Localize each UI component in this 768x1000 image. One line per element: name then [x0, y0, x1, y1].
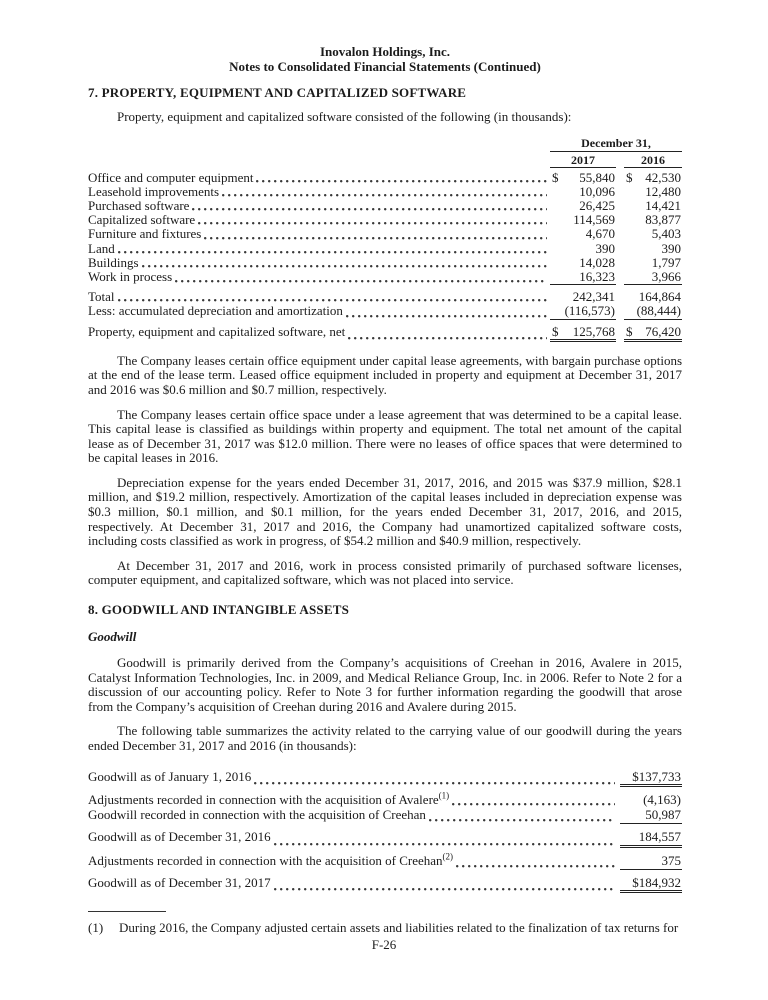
- dollar-sign: $: [626, 169, 633, 185]
- year-header-row: [550, 153, 682, 168]
- value-2016: 14,421: [645, 197, 681, 213]
- dot-leader: [198, 222, 547, 225]
- table-row: [88, 213, 682, 227]
- dollar-sign: $: [552, 169, 559, 185]
- dot-leader: [204, 237, 547, 240]
- document-title: Notes to Consolidated Financial Statements (Continued): [229, 59, 541, 74]
- value-2016: 164,864: [638, 289, 681, 305]
- row-label: Land: [88, 240, 115, 256]
- table-row: [88, 808, 682, 824]
- table-row: [88, 290, 682, 304]
- date-header-block: [550, 137, 682, 168]
- row-label: Purchased software: [88, 197, 190, 213]
- section7-paragraphs: [88, 354, 682, 588]
- ppe-table: [88, 137, 682, 342]
- footnote-reference: (2): [442, 851, 454, 862]
- table-row: [88, 199, 682, 213]
- goodwill-subheading: Goodwill: [88, 629, 137, 645]
- dot-leader: [222, 194, 547, 197]
- value-2016: 5,403: [651, 226, 681, 242]
- table-row: [88, 851, 682, 870]
- value-2016: 12,480: [645, 183, 681, 199]
- paragraph: The Company leases certain office equipment under capital lease agreements, with bargain purchase options at the end of the lease term. Leased office equipment included in property and equipment at December 31, 2017 and 2016 was $0.6 million and $0.7 million, respectively.: [88, 352, 682, 397]
- table-row: [88, 876, 682, 894]
- table-row: [88, 227, 682, 241]
- table-row: [88, 770, 682, 788]
- footnote-divider: [88, 911, 166, 912]
- paragraph: The Company leases certain office space under a lease agreement that was determined to be a capital lease. This capital lease is classified as buildings within property and equipment. The total net amount of the capital lease as of December 31, 2017 was $12.0 million. There were no leases of office spaces that were determined to be capital leases in 2016.: [88, 406, 682, 466]
- table-row: [88, 256, 682, 270]
- row-label: Furniture and fixtures: [88, 226, 202, 242]
- paragraph: Depreciation expense for the years ended December 31, 2017, 2016, and 2015 was $37.9 million, $28.1 million, and $19.2 million, respectively. Amortization of the capital leases included in depreciation expense was $0.3 million, $0.1 million, and $0.1 million, for the years ended December 31, 2017, 2016, and 2015, respectively. At December 31, 2017 and 2016, the Company had unamortized capitalized software costs, including costs classified as work in progress, of $54.2 million and $40.9 million, respectively.: [88, 474, 682, 549]
- table-row: [88, 830, 682, 848]
- dot-leader: [452, 803, 615, 806]
- row-label: Capitalized software: [88, 212, 196, 228]
- row-label: Office and computer equipment: [88, 169, 254, 185]
- value-2017: 26,425: [579, 197, 615, 213]
- dot-leader: [456, 865, 615, 868]
- dollar-sign: $: [552, 323, 559, 339]
- section7-heading: 7. PROPERTY, EQUIPMENT AND CAPITALIZED SOFTWARE: [88, 85, 467, 100]
- row-value: (4,163): [643, 792, 681, 808]
- value-2017: 242,341: [572, 289, 615, 305]
- table-row: [88, 171, 682, 185]
- dot-leader: [254, 782, 615, 785]
- ppe-table-header: [88, 137, 682, 168]
- row-label: Less: accumulated depreciation and amortization: [88, 303, 343, 319]
- dot-leader: [175, 280, 547, 283]
- row-value: 50,987: [620, 808, 682, 824]
- value-2016: 3,966: [624, 270, 682, 285]
- value-2017: 4,670: [585, 226, 615, 242]
- paragraph: Goodwill is primarily derived from the Company’s acquisitions of Creehan in 2016, Avalere in 2015, Catalyst Information Technologies, Inc. in 2009, and Medical Reliance Group, Inc. in 2006. Refer to Note 2 for a discussion of our accounting policy. Refer to Note 3 for further information regarding the goodwill that arose from the Company’s acquisition of Creehan during 2016 and Avalere during 2015.: [88, 655, 682, 714]
- column-header-2017: 2017: [550, 153, 616, 168]
- company-name: Inovalon Holdings, Inc.: [319, 44, 451, 59]
- table-row: [88, 325, 682, 342]
- row-value: $184,932: [620, 876, 682, 894]
- table-row: [88, 793, 682, 808]
- footnote-marker: (1): [88, 920, 104, 936]
- dot-leader: [274, 888, 615, 891]
- table-row: [88, 242, 682, 256]
- section7-intro: Property, equipment and capitalized software consisted of the following (in thousands):: [117, 109, 572, 124]
- page-number: F-26: [371, 937, 397, 952]
- row-label: Total: [88, 289, 115, 305]
- section8-paragraphs: [88, 656, 682, 754]
- row-label: Property, equipment and capitalized software, net: [88, 323, 346, 339]
- value-2017: $ 55,840: [552, 169, 615, 185]
- row-label: Goodwill as of January 1, 2016: [88, 768, 252, 784]
- paragraph: The following table summarizes the activity related to the carrying value of our goodwill during the years ended December 31, 2017 and 2016 (in thousands):: [88, 723, 682, 754]
- value-2017: 16,323: [550, 270, 616, 285]
- value-2016: $ 76,420: [624, 325, 682, 342]
- dot-leader: [348, 337, 547, 340]
- row-label: Goodwill as of December 31, 2017: [88, 874, 271, 890]
- dot-leader: [274, 843, 615, 846]
- footnote-block: [88, 911, 682, 936]
- dot-leader: [192, 208, 547, 211]
- row-value: 375: [620, 854, 682, 870]
- table-row: [88, 304, 682, 319]
- dot-leader: [142, 265, 547, 268]
- table-row: [88, 185, 682, 199]
- value-2017: 114,569: [573, 212, 615, 228]
- dot-leader: [118, 251, 547, 254]
- column-header-2016: 2016: [624, 153, 682, 168]
- dollar-sign: $: [626, 323, 633, 339]
- paragraph: At December 31, 2017 and 2016, work in process consisted primarily of purchased software licenses, computer equipment, and capitalized software, which was not placed into service.: [88, 557, 682, 588]
- row-label: Goodwill as of December 31, 2016: [88, 829, 271, 844]
- row-label: Goodwill recorded in connection with the acquisition of Creehan: [88, 807, 426, 823]
- dot-leader: [256, 180, 547, 183]
- dot-leader: [346, 315, 547, 318]
- value-2017: (116,573): [550, 304, 616, 319]
- footnote-text: During 2016, the Company adjusted certain assets and liabilities related to the finalization of tax returns for: [119, 920, 679, 936]
- value-2016: 1,797: [651, 254, 681, 270]
- footnote-reference: (1): [438, 791, 450, 802]
- ppe-table-body: [88, 171, 682, 342]
- value-2017: 390: [595, 240, 615, 256]
- goodwill-table: [88, 770, 682, 894]
- dot-leader: [429, 819, 615, 822]
- row-value: 184,557: [620, 830, 682, 848]
- footnote: [88, 921, 682, 936]
- value-2016: (88,444): [624, 304, 682, 319]
- value-2017: 10,096: [579, 183, 615, 199]
- section8-heading: 8. GOODWILL AND INTANGIBLE ASSETS: [88, 602, 350, 618]
- value-2016: 390: [661, 240, 681, 256]
- row-value: $137,733: [620, 770, 682, 788]
- row-label: Adjustments recorded in connection with the acquisition of Creehan$^{(2)}$: [88, 851, 454, 868]
- value-2016: $ 42,530: [626, 169, 681, 185]
- table-row: [88, 270, 682, 285]
- date-header: December 31,: [550, 137, 682, 152]
- row-label: Leasehold improvements: [88, 183, 220, 199]
- row-label: Adjustments recorded in connection with the acquisition of Avalere$^{(1)}$: [88, 791, 450, 808]
- row-label: Work in process: [88, 268, 173, 284]
- dot-leader: [118, 299, 547, 302]
- row-label: Buildings: [88, 254, 139, 270]
- value-2017: $ 125,768: [550, 325, 616, 342]
- value-2017: 14,028: [579, 254, 615, 270]
- document-header: [88, 44, 682, 74]
- value-2016: 83,877: [645, 212, 681, 228]
